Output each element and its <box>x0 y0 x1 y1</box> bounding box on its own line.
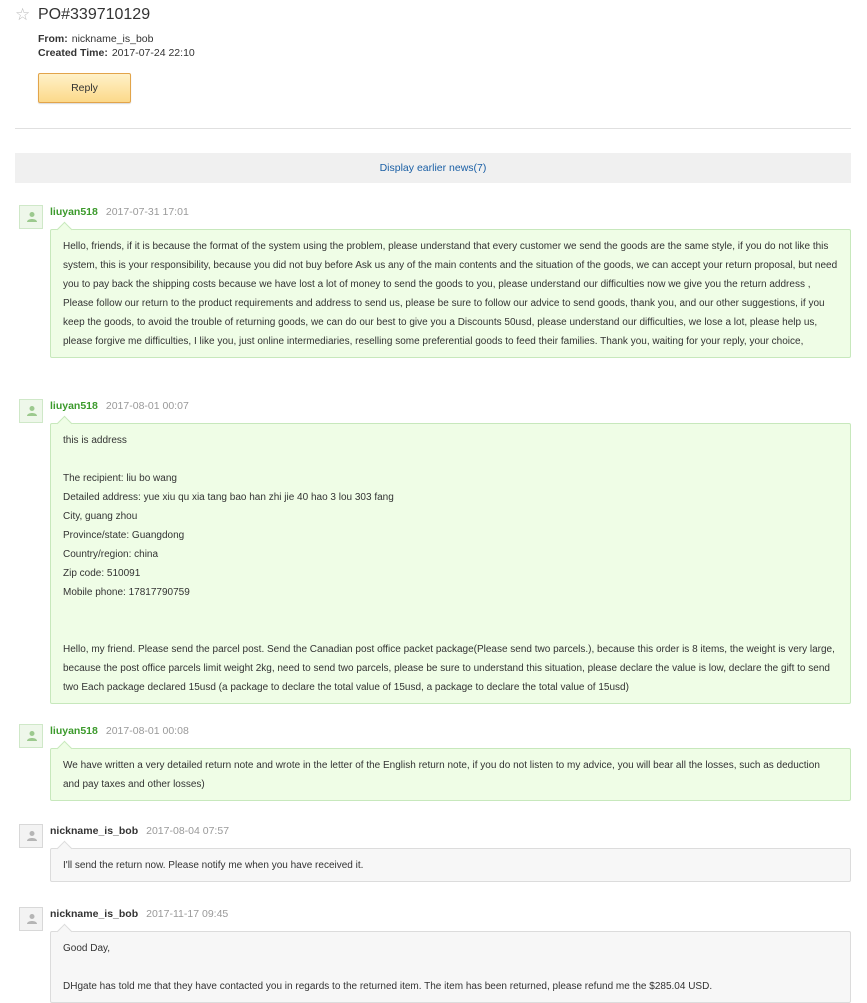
message-line <box>63 450 838 469</box>
message-text: I'll send the return now. Please notify me when you have received it. <box>63 860 364 871</box>
message-text: We have written a very detailed return note and wrote in the letter of the English return note, if you do not listen to my advice, you will bear all the losses, such as deduction and pay taxes and other losses) <box>63 760 823 790</box>
avatar <box>19 205 43 229</box>
message-bubble <box>50 229 851 358</box>
message-bubble <box>50 931 851 1003</box>
message-line <box>63 602 838 621</box>
avatar <box>19 907 43 931</box>
message-time: 2017-08-04 07:57 <box>146 825 230 837</box>
from-value: nickname_is_bob <box>71 33 154 45</box>
sender-name: liuyan518 <box>50 400 98 412</box>
message-line <box>63 621 838 640</box>
reply-button[interactable]: Reply <box>38 73 131 103</box>
user-icon <box>26 405 38 417</box>
message-bubble <box>50 748 851 801</box>
message-line: Hello, my friend. Please send the parcel post. Send the Canadian post office packet package(Please send two parcels.), because this order is 8 items, the weight is very large, because the post office parcels limit weight 2kg, need to send two parcels, please be sure to understand this situation, please declare the value is low, declare the gift to send two Each package declared 15usd (a package to declare the total value of 15usd, a package to declare the total value of 15usd) <box>63 644 838 693</box>
message-line: Zip code: 510091 <box>63 568 141 579</box>
avatar <box>19 399 43 423</box>
message-line: Country/region: china <box>63 549 159 560</box>
message-time: 2017-07-31 17:01 <box>105 206 189 218</box>
sender-name: liuyan518 <box>50 206 98 218</box>
sender-name: nickname_is_bob <box>50 908 139 920</box>
message-line: Detailed address: yue xiu qu xia tang bao han zhi jie 40 hao 3 lou 303 fang <box>63 492 394 503</box>
message-line: Good Day, <box>63 943 111 954</box>
message-sender <box>50 724 189 738</box>
message-line: Province/state: Guangdong <box>63 530 185 541</box>
sender-name: liuyan518 <box>50 725 98 737</box>
message-line: City, guang zhou <box>63 511 138 522</box>
message-sender <box>50 824 229 838</box>
from-label: From: <box>38 33 68 45</box>
message-line: Mobile phone: 17817790759 <box>63 587 190 598</box>
created-row <box>38 46 195 60</box>
message-line: DHgate has told me that they have contacted you in regards to the returned item. The item has been returned, please refund me the $285.04 USD. <box>63 981 713 992</box>
avatar <box>19 824 43 848</box>
message-line: this is address <box>63 435 127 446</box>
message-time: 2017-08-01 00:08 <box>105 725 189 737</box>
message-bubble <box>50 848 851 882</box>
message-sender <box>50 399 189 413</box>
user-icon <box>26 913 38 925</box>
page-title: PO#339710129 <box>38 6 151 23</box>
display-earlier-news-link[interactable]: Display earlier news(7) <box>15 153 851 183</box>
divider <box>15 128 851 129</box>
message-line <box>63 958 838 977</box>
message-time: 2017-08-01 00:07 <box>105 400 189 412</box>
message-bubble <box>50 423 851 704</box>
from-row <box>38 32 153 46</box>
star-icon[interactable]: ☆ <box>15 5 31 24</box>
user-icon <box>26 211 38 223</box>
created-value: 2017-07-24 22:10 <box>111 47 195 59</box>
message-line: The recipient: liu bo wang <box>63 473 177 484</box>
user-icon <box>26 830 38 842</box>
message-sender <box>50 205 189 219</box>
user-icon <box>26 730 38 742</box>
message-text: Hello, friends, if it is because the format of the system using the problem, please understand that every customer we send the goods are the same style, if you do not like this system, this is your responsibility, because you did not buy before Ask us any of the main contents and the situation of the goods, we can accept your return proposal, but need you to pay back the shipping costs because we have lost a lot of money to send the goods to you, please understand our difficulties now we give you the return address , Please follow our return to the product requirements and address to send us, please be sure to follow our advice to send goods, thank you, and our other suggestions, if you keep the goods, to avoid the trouble of returning goods, we can do our best to give you a Discounts 50usd, please understand our difficulties, we lose a lot, please help us, please forgive me difficulties, I like you, just online intermediaries, reselling some preferential goods to feed their families. Thank you, waiting for your reply, your choice, <box>63 241 840 347</box>
message-sender <box>50 907 228 921</box>
sender-name: nickname_is_bob <box>50 825 139 837</box>
created-label: Created Time: <box>38 47 108 59</box>
avatar <box>19 724 43 748</box>
message-time: 2017-11-17 09:45 <box>146 908 229 920</box>
